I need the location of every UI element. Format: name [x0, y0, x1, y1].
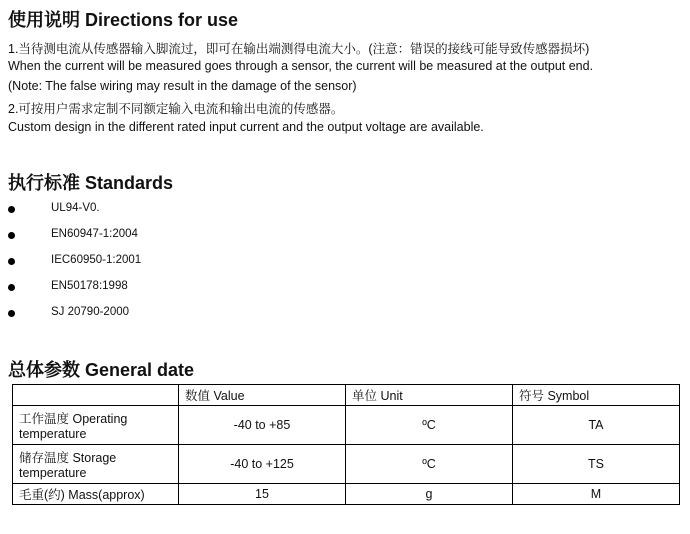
table-header: 符号 Symbol: [513, 385, 680, 406]
unit-cell: g: [346, 484, 513, 505]
value-cell: -40 to +85: [179, 406, 346, 445]
symbol-cell: M: [513, 484, 680, 505]
table-row: [13, 445, 680, 484]
table-header-row: [13, 385, 680, 406]
param-cell: 工作温度 Operating temperature: [13, 406, 179, 445]
directions-line: 2.可按用户需求定制不同额定输入电流和输出电流的传感器。: [8, 102, 344, 116]
general-table: [12, 384, 680, 505]
param-cell: 毛重(约) Mass(approx): [13, 484, 179, 505]
directions-line: (Note: The false wiring may result in the damage of the sensor): [8, 79, 357, 93]
directions-heading: 使用说明 Directions for use: [8, 10, 239, 30]
general-heading: 总体参数 General date: [8, 360, 195, 380]
bullet-icon: [8, 232, 15, 239]
directions-line: 1.当待测电流从传感器输入脚流过，即可在输出端测得电流大小。(注意：错误的接线可能导致传感器损坏): [8, 42, 590, 56]
value-cell: -40 to +125: [179, 445, 346, 484]
table-header: 数值 Value: [179, 385, 346, 406]
bullet-icon: [8, 284, 15, 291]
table-header: [13, 385, 179, 406]
table-row: [13, 484, 680, 505]
standards-heading: 执行标准 Standards: [8, 173, 174, 193]
unit-cell: ºC: [346, 406, 513, 445]
symbol-cell: TS: [513, 445, 680, 484]
directions-line: When the current will be measured goes through a sensor, the current will be measured at the output end.: [8, 59, 594, 73]
value-cell: 15: [179, 484, 346, 505]
bullet-icon: [8, 206, 15, 213]
symbol-cell: TA: [513, 406, 680, 445]
unit-cell: ºC: [346, 445, 513, 484]
bullet-icon: [8, 258, 15, 265]
bullet-icon: [8, 310, 15, 317]
table-row: [13, 406, 680, 445]
param-cell: 储存温度 Storage temperature: [13, 445, 179, 484]
table-header: 单位 Unit: [346, 385, 513, 406]
directions-line: Custom design in the different rated input current and the output voltage are available.: [8, 120, 484, 134]
